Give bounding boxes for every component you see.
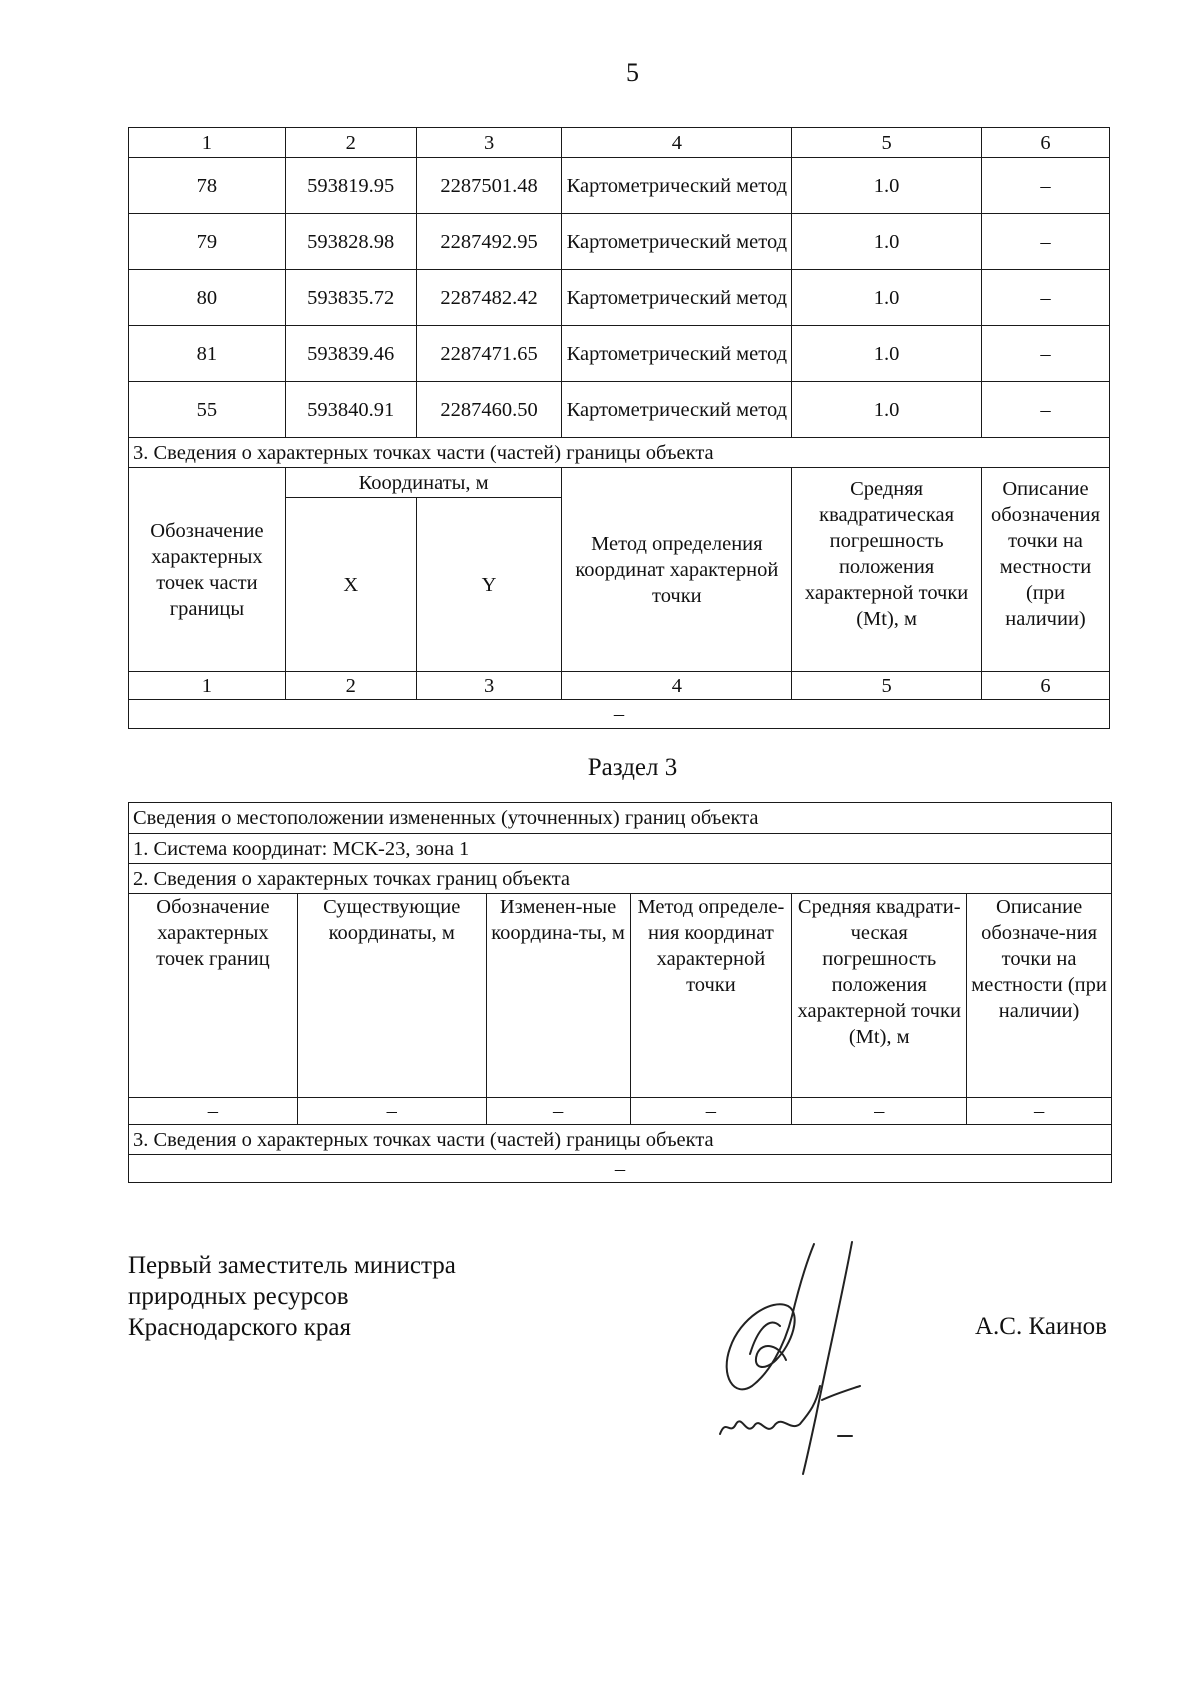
coord-y: 2287471.65 bbox=[416, 326, 562, 382]
coordinates-table bbox=[128, 127, 1110, 729]
header-x: X bbox=[285, 498, 416, 672]
header-description: Описание обозначе-ния точки на местности (при наличии) bbox=[967, 894, 1112, 1098]
header-existing: Существующие координаты, м bbox=[297, 894, 486, 1098]
coord-y: 2287460.50 bbox=[416, 382, 562, 438]
method: Картометрический метод bbox=[562, 382, 792, 438]
coord-x: 593839.46 bbox=[285, 326, 416, 382]
point-id: 79 bbox=[129, 214, 286, 270]
coordinate-system: 1. Система координат: МСК-23, зона 1 bbox=[129, 834, 1112, 864]
table-row bbox=[129, 158, 1110, 214]
coord-x: 593840.91 bbox=[285, 382, 416, 438]
section-title: Раздел 3 bbox=[587, 754, 678, 781]
point-id: 81 bbox=[129, 326, 286, 382]
description: – bbox=[981, 158, 1109, 214]
signer-name: А.С. Каинов bbox=[975, 1313, 1107, 1340]
section-3-title: 3. Сведения о характерных точках части (частей) границы объекта bbox=[129, 438, 1110, 468]
page-number: 5 bbox=[626, 58, 639, 87]
column-number-row: 1 2 3 4 5 6 bbox=[129, 672, 1110, 700]
method: Картометрический метод bbox=[562, 326, 792, 382]
header-y: Y bbox=[416, 498, 562, 672]
method: Картометрический метод bbox=[562, 270, 792, 326]
description: – bbox=[981, 382, 1109, 438]
header-point: Обозначение характерных точек границ bbox=[129, 894, 298, 1098]
header-description: Описание обозначения точки на местности (при наличии) bbox=[981, 468, 1109, 672]
description: – bbox=[981, 214, 1109, 270]
coord-x: 593828.98 bbox=[285, 214, 416, 270]
header-mt: Средняя квадрати-ческая погрешность положения характерной точки (Mt), м bbox=[792, 894, 967, 1098]
method: Картометрический метод bbox=[562, 158, 792, 214]
table-row bbox=[129, 382, 1110, 438]
mt-value: 1.0 bbox=[792, 270, 982, 326]
point-id: 78 bbox=[129, 158, 286, 214]
point-id: 80 bbox=[129, 270, 286, 326]
table-row: – – – – – – bbox=[129, 1098, 1112, 1125]
coord-x: 593835.72 bbox=[285, 270, 416, 326]
method: Картометрический метод bbox=[562, 214, 792, 270]
mt-value: 1.0 bbox=[792, 158, 982, 214]
section-2-title: 2. Сведения о характерных точках границ объекта bbox=[129, 864, 1112, 894]
description: – bbox=[981, 326, 1109, 382]
header-method: Метод определения координат характерной точки bbox=[562, 468, 792, 672]
column-number-row: 1 2 3 4 5 6 bbox=[129, 128, 1110, 158]
coord-y: 2287492.95 bbox=[416, 214, 562, 270]
coord-x: 593819.95 bbox=[285, 158, 416, 214]
header-coordinates: Координаты, м bbox=[285, 468, 562, 498]
table-row bbox=[129, 214, 1110, 270]
coord-y: 2287482.42 bbox=[416, 270, 562, 326]
description: – bbox=[981, 270, 1109, 326]
header-method: Метод определе-ния координат характерной точки bbox=[630, 894, 792, 1098]
table-title: Сведения о местоположении измененных (уточненных) границ объекта bbox=[129, 803, 1112, 834]
mt-value: 1.0 bbox=[792, 382, 982, 438]
coord-y: 2287501.48 bbox=[416, 158, 562, 214]
signatory-position: Первый заместитель министра природных ресурсов Краснодарского края bbox=[128, 1252, 456, 1341]
empty-row: – bbox=[129, 700, 1110, 729]
header-changed: Изменен-ные координа-ты, м bbox=[486, 894, 630, 1098]
empty-row: – bbox=[129, 1155, 1112, 1183]
mt-value: 1.0 bbox=[792, 214, 982, 270]
changed-boundaries-table bbox=[128, 802, 1112, 1183]
table-row bbox=[129, 326, 1110, 382]
point-id: 55 bbox=[129, 382, 286, 438]
table-row bbox=[129, 270, 1110, 326]
header-point: Обозначение характерных точек части границы bbox=[129, 468, 286, 672]
section-3-title: 3. Сведения о характерных точках части (частей) границы объекта bbox=[129, 1125, 1112, 1155]
handwritten-signature bbox=[710, 1236, 880, 1476]
mt-value: 1.0 bbox=[792, 326, 982, 382]
header-row bbox=[129, 894, 1112, 1098]
header-mt: Средняя квадратическая погрешность положения характерной точки (Mt), м bbox=[792, 468, 982, 672]
